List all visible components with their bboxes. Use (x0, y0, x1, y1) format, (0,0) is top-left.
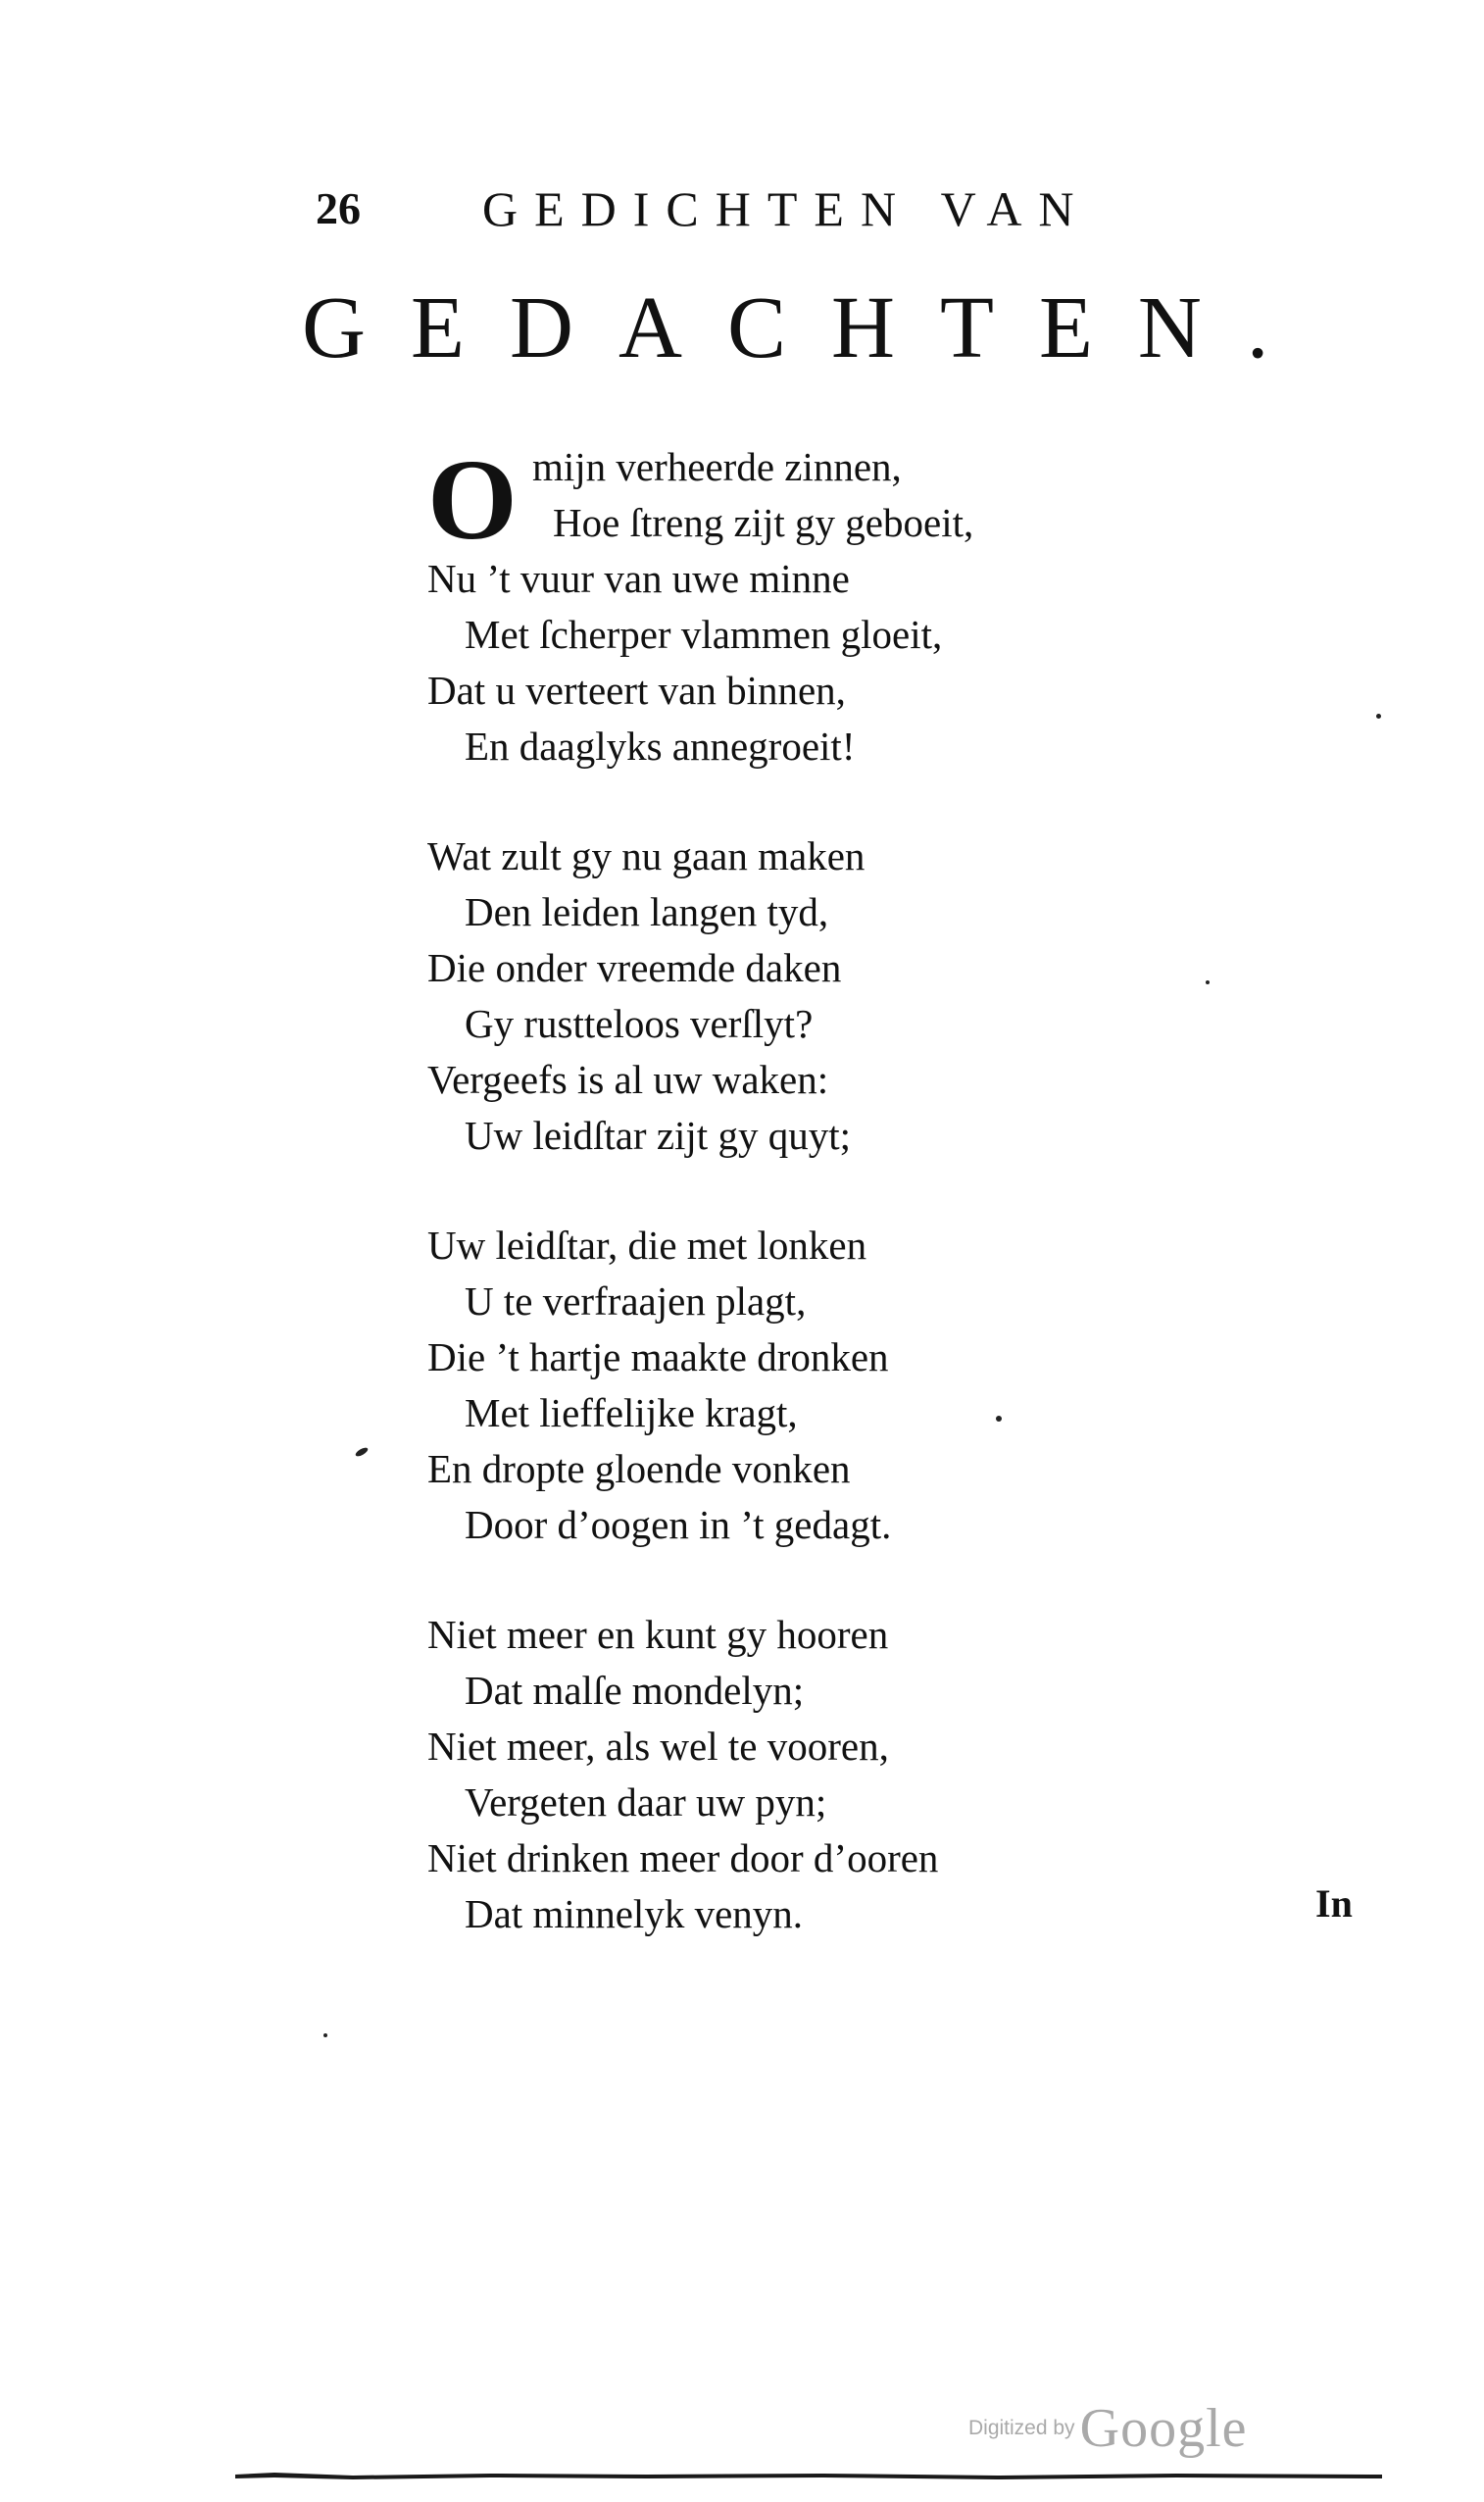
page-number: 26 (316, 183, 361, 233)
running-head (316, 175, 1257, 253)
drop-cap: O (427, 435, 518, 564)
poem-line: Door d’oogen in ’t gedagt. (465, 1502, 892, 1547)
ink-speck (354, 1446, 369, 1458)
poem-title: GEDACHTEN. (302, 279, 1314, 376)
poem-line: Hoe ſtreng zijt gy geboeit, (553, 500, 974, 545)
poem-line: U te verfraajen plagt, (465, 1278, 807, 1324)
poem-line: Met ſcherper vlammen gloeit, (465, 612, 943, 657)
poem-line: Den leiden langen tyd, (465, 889, 829, 934)
running-head-title: GEDICHTEN VAN (482, 181, 1091, 236)
stanza-3 (427, 1218, 1113, 1553)
poem-line: Uw leidſtar zijt gy quyt; (465, 1113, 851, 1158)
poem-line: Dat u verteert van binnen, (427, 668, 846, 713)
ink-speck (323, 2033, 327, 2037)
poem-line: En dropte gloende vonken (427, 1446, 851, 1491)
poem-line: Niet meer en kunt gy hooren (427, 1612, 889, 1657)
digitization-watermark (968, 2397, 1248, 2460)
poem-line: Vergeefs is al uw waken: (427, 1057, 829, 1102)
poem-line: Niet meer, als wel te vooren, (427, 1724, 889, 1769)
poem-line: Vergeten daar uw pyn; (465, 1779, 827, 1825)
poem-line: Nu ’t vuur van uwe minne (427, 556, 850, 601)
ink-speck (1206, 980, 1210, 984)
poem-line: Dat malſe mondelyn; (465, 1668, 805, 1713)
stanza-2 (427, 828, 1113, 1164)
ink-speck (996, 1416, 1002, 1422)
poem-line: Die ’t hartje maakte dronken (427, 1334, 889, 1379)
poem-line: Die onder vreemde daken (427, 945, 842, 990)
poem-body (427, 435, 1113, 1942)
poem-line: Niet drinken meer door d’ooren (427, 1835, 939, 1880)
catchword: In (1315, 1881, 1353, 1926)
poem-line: Wat zult gy nu gaan maken (427, 833, 866, 878)
watermark-brand: Google (1079, 2398, 1248, 2459)
poem-line: Gy rustteloos verſlyt? (465, 1001, 814, 1046)
line-text: mijn verheerde zinnen, (532, 444, 902, 489)
stanza-1 (427, 435, 1113, 775)
poem-line: En daaglyks annegroeit! (465, 724, 856, 769)
poem-line: Dat minnelyk venyn. (465, 1891, 804, 1936)
ink-speck (1376, 714, 1381, 719)
stanza-4 (427, 1607, 1113, 1942)
poem-line: Met lieffelijke kragt, (465, 1390, 798, 1435)
bottom-edge-rule (235, 2469, 1382, 2480)
watermark-prefix: Digitized by (968, 2417, 1075, 2439)
poem-line: Uw leidſtar, die met lonken (427, 1223, 867, 1268)
